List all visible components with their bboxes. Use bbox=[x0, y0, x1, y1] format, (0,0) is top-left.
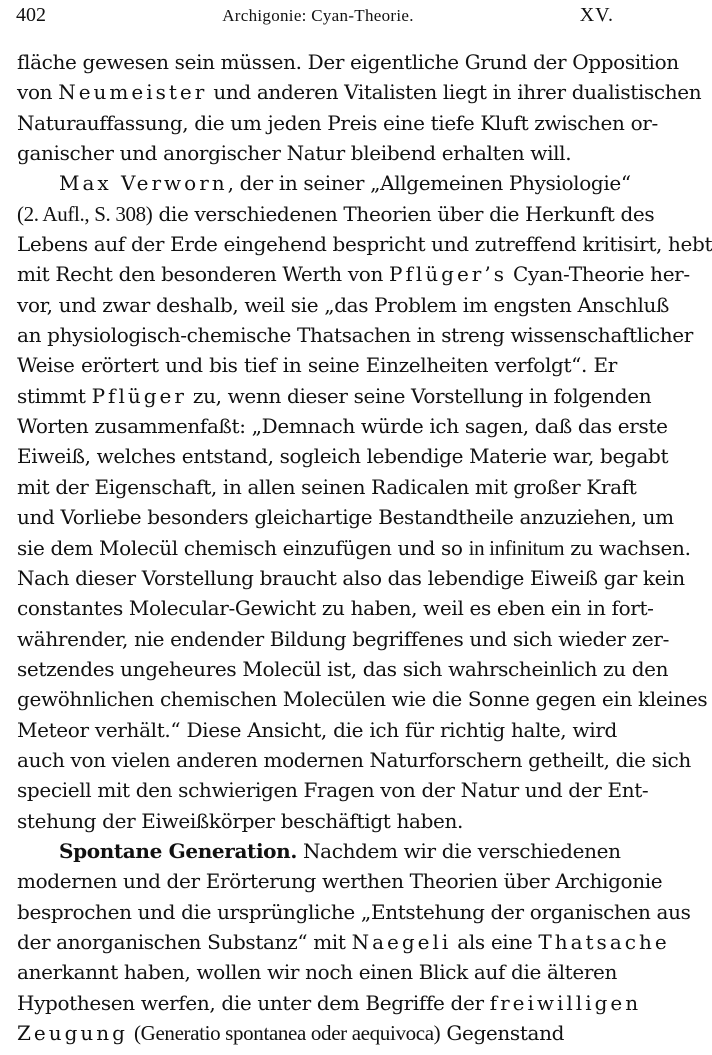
text-line bbox=[17, 472, 637, 502]
text-line bbox=[17, 897, 691, 927]
text-segment: in infinitum bbox=[468, 535, 565, 560]
text-line bbox=[17, 836, 621, 866]
text-line bbox=[17, 745, 691, 775]
text-segment: Cyan-Theorie her- bbox=[507, 262, 690, 287]
text-segment: zu, wenn dieser seine Vorstellung in folgenden bbox=[186, 383, 652, 408]
text-line bbox=[17, 927, 670, 957]
text-segment: constantes Molecular-Gewicht zu haben, weil es eben ein in fort- bbox=[17, 596, 654, 621]
text-segment: mit Recht den besonderen Werth von bbox=[17, 262, 390, 287]
text-line bbox=[17, 988, 642, 1018]
text-segment: speciell mit den schwierigen Fragen von der Natur und der Ent- bbox=[17, 778, 649, 803]
text-segment: als eine bbox=[451, 929, 539, 954]
text-segment: sie dem Molecül chemisch einzufügen und so bbox=[17, 535, 469, 560]
spaced-name: Zeugung bbox=[17, 1021, 128, 1045]
text-segment: , der in seiner „Allgemeinen Physiologie“ bbox=[227, 171, 631, 196]
text-segment: von bbox=[17, 80, 59, 105]
text-segment: und anderen Vitalisten liegt in ihrer dualistischen bbox=[207, 80, 702, 105]
text-line bbox=[17, 441, 669, 471]
text-segment: Gegenstand bbox=[440, 1021, 565, 1045]
text-segment: Weise erörtert und bis tief in seine Einzelheiten verfolgt“. Er bbox=[17, 353, 617, 378]
text-segment: die verschiedenen Theorien über die Herkunft des bbox=[152, 201, 655, 226]
spaced-name: Neumeister bbox=[58, 80, 208, 105]
text-segment: Meteor verhält.“ Diese Ansicht, die ich für richtig halte, wird bbox=[17, 717, 617, 742]
running-head: Archigonie: Cyan-Theorie. bbox=[222, 6, 414, 25]
text-segment: auch von vielen anderen modernen Naturforschern getheilt, die sich bbox=[17, 747, 691, 772]
text-segment: Eiweiß, welches entstand, sogleich lebendige Materie war, begabt bbox=[17, 444, 669, 469]
text-line bbox=[17, 77, 702, 107]
text-line bbox=[17, 502, 674, 532]
text-segment: an physiologisch-chemische Thatsachen in streng wissenschaftlicher bbox=[17, 323, 693, 348]
text-segment: Lebens auf der Erde eingehend bespricht und zutreffend kritisirt, hebt bbox=[17, 232, 712, 257]
text-segment: setzendes ungeheures Molecül ist, das sich wahrscheinlich zu den bbox=[17, 656, 669, 681]
spaced-name: Max Verworn bbox=[59, 171, 228, 196]
spaced-name: Thatsache bbox=[538, 929, 670, 954]
text-segment: mit der Eigenschaft, in allen seinen Radicalen mit großer Kraft bbox=[17, 474, 637, 499]
text-segment: stimmt bbox=[17, 383, 92, 408]
spaced-name: Naegeli bbox=[351, 929, 452, 954]
text-line bbox=[17, 866, 663, 896]
text-line bbox=[17, 47, 679, 77]
text-segment: besprochen und die ursprüngliche „Entstehung der organischen aus bbox=[17, 899, 691, 924]
text-segment: fläche gewesen sein müssen. Der eigentliche Grund der Opposition bbox=[17, 50, 679, 74]
spaced-name: Pflüger bbox=[91, 383, 187, 408]
text-line bbox=[17, 533, 691, 563]
text-line bbox=[17, 290, 670, 320]
page-number: 402 bbox=[16, 4, 46, 26]
text-line bbox=[17, 381, 652, 411]
text-line bbox=[17, 775, 649, 805]
text-line bbox=[17, 259, 690, 289]
text-line bbox=[17, 411, 668, 441]
chapter-number: XV. bbox=[579, 4, 614, 26]
text-line bbox=[17, 654, 669, 684]
text-line bbox=[17, 168, 631, 198]
text-segment: Hypothesen werfen, die unter dem Begriffe der bbox=[17, 990, 490, 1015]
spaced-name: freiwilligen bbox=[489, 990, 642, 1015]
text-segment: vor, und zwar deshalb, weil sie „das Problem im engsten Anschluß bbox=[17, 292, 670, 317]
text-line bbox=[17, 957, 617, 987]
text-segment: stehung der Eiweißkörper beschäftigt haben. bbox=[17, 808, 464, 833]
text-segment: ganischer und anorgischer Natur bleibend erhalten will. bbox=[17, 141, 572, 166]
text-segment: (2. Aufl., S. 308) bbox=[17, 201, 153, 226]
text-segment: und Vorliebe besonders gleichartige Bestandtheile anzuziehen, um bbox=[17, 505, 674, 530]
text-line bbox=[17, 138, 617, 168]
text-line bbox=[17, 199, 655, 229]
text-segment: Worten zusammenfaßt: „Demnach würde ich sagen, daß das erste bbox=[17, 414, 668, 439]
text-line bbox=[17, 806, 617, 836]
spaced-name: Pflüger’s bbox=[389, 262, 507, 287]
text-line bbox=[17, 350, 617, 380]
text-line bbox=[17, 1018, 617, 1048]
text-line bbox=[17, 108, 658, 138]
body-text bbox=[17, 47, 712, 1048]
text-segment: modernen und der Erörterung werthen Theorien über Archigonie bbox=[17, 869, 663, 894]
text-line bbox=[17, 320, 693, 350]
text-line bbox=[17, 624, 669, 654]
text-line bbox=[17, 593, 654, 623]
text-segment: der anorganischen Substanz“ mit bbox=[17, 929, 352, 954]
text-segment: währender, nie endender Bildung begriffenes und sich wieder zer- bbox=[17, 626, 669, 651]
text-line bbox=[17, 715, 617, 745]
text-segment: Naturauffassung, die um jeden Preis eine tiefe Kluft zwischen or- bbox=[17, 110, 658, 135]
text-line bbox=[17, 684, 708, 714]
text-line bbox=[17, 229, 712, 259]
text-segment: Nach dieser Vorstellung braucht also das lebendige Eiweiß gar kein bbox=[17, 565, 685, 590]
text-line bbox=[17, 563, 685, 593]
text-segment: zu wachsen. bbox=[564, 535, 691, 560]
text-segment: anerkannt haben, wollen wir noch einen Blick auf die älteren bbox=[17, 960, 618, 985]
text-segment: (Generatio spontanea oder aequivoca) bbox=[134, 1021, 441, 1045]
page-header bbox=[16, 4, 620, 34]
text-segment: gewöhnlichen chemischen Molecülen wie die Sonne gegen ein kleines bbox=[17, 687, 708, 712]
text-segment: Nachdem wir die verschiedenen bbox=[296, 838, 621, 863]
section-heading: Spontane Generation. bbox=[59, 838, 297, 863]
